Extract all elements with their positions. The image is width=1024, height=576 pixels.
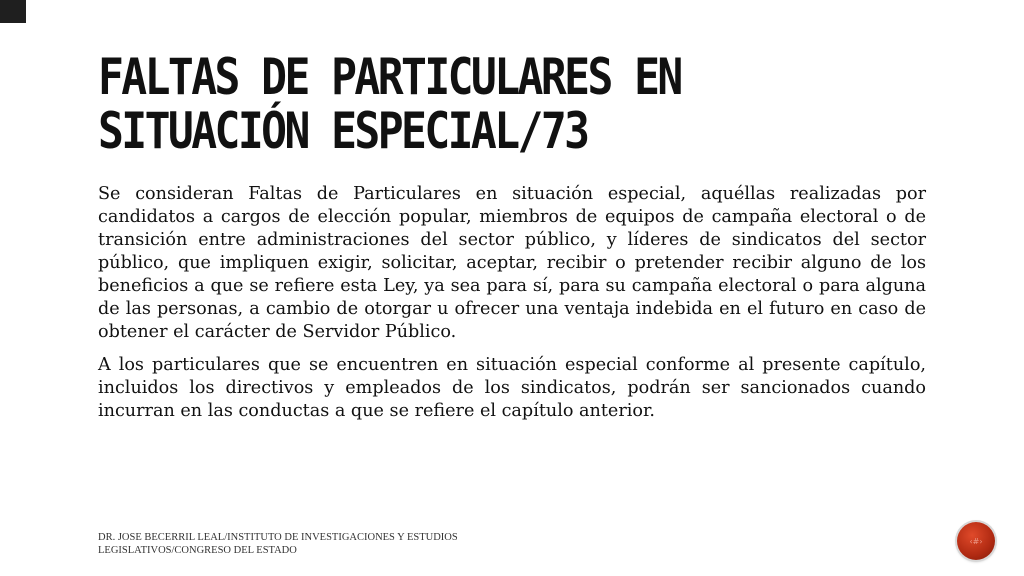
corner-decoration xyxy=(0,0,26,23)
slide-footer: DR. JOSE BECERRIL LEAL/INSTITUTO DE INVESTIGACIONES Y ESTUDIOS LEGISLATIVOS/CONGRESO DEL ESTADO xyxy=(98,532,458,556)
slide-body xyxy=(98,183,926,433)
body-paragraph-2: A los particulares que se encuentren en situación especial conforme al presente capítulo, incluidos los directivos y empleados de los sindicatos, podrán ser sancionados cuando incurran en las conductas a que se refiere el capítulo anterior. xyxy=(98,355,926,421)
body-paragraph-1: Se consideran Faltas de Particulares en situación especial, aquéllas realizadas por candidatos a cargos de elección popular, miembros de equipos de campaña electoral o de transición entre administraciones del sector público, y líderes de sindicatos del sector público, que impliquen exigir, solicitar, aceptar, recibir o pretender recibir alguno de los beneficios a que se refiere esta Ley, ya sea para sí, para su campaña electoral o para alguna de las personas, a cambio de otorgar u ofrecer una ventaja indebida en el futuro en caso de obtener el carácter de Servidor Público. xyxy=(98,184,926,342)
page-number: ‹#› xyxy=(969,536,983,546)
page-number-badge xyxy=(957,522,995,560)
slide-title: FALTAS DE PARTICULARES EN SITUACIÓN ESPECIAL/73 xyxy=(98,48,681,160)
